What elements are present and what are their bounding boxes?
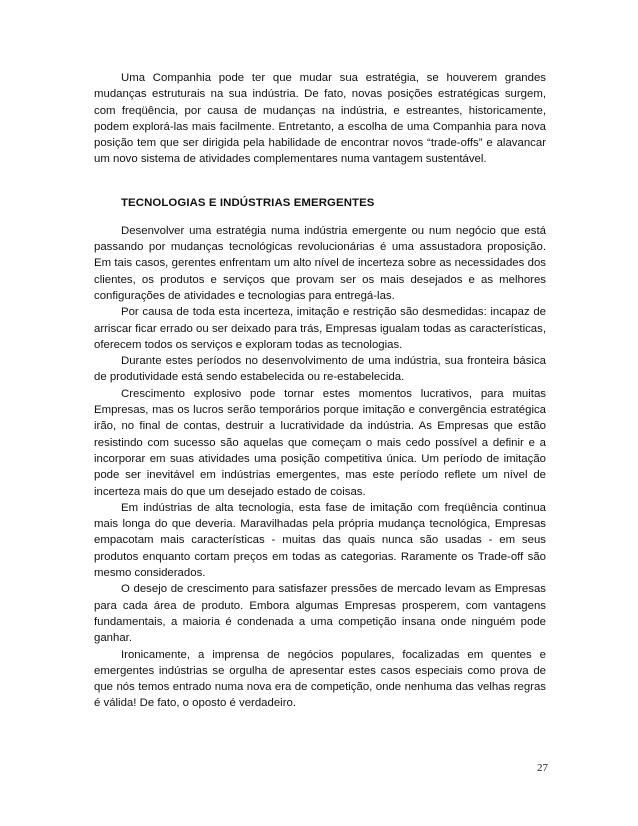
paragraph: Desenvolver uma estratégia numa indústria emergente ou num negócio que está passando por mudanças tecnológicas revolucionárias é uma assustadora proposição. Em tais casos, gerentes enfrentam um alto nível de incerteza sobre as necessidades dos clientes, os produtos e serviços que provam ser os mais desejados e as melhores configurações de atividades e tecnologias para entregá-las. <box>94 224 546 302</box>
paragraph: Ironicamente, a imprensa de negócios populares, focalizadas em quentes e emergentes indústrias se orgulha de apresentar estes casos especiais como prova de que nós temos entrado numa nova era de competição, onde nenhuma das velhas regras é válida! De fato, o oposto é verdadeiro. <box>94 648 546 710</box>
page-number: 27 <box>537 762 548 774</box>
paragraph: Durante estes períodos no desenvolvimento de uma indústria, sua fronteira básica de produtividade está sendo estabelecida ou re-estabelecida. <box>94 355 546 384</box>
section-heading: TECNOLOGIAS E INDÚSTRIAS EMERGENTES <box>121 196 375 209</box>
page-body <box>94 70 546 712</box>
paragraph: Por causa de toda esta incerteza, imitação e restrição são desmedidas: incapaz de arriscar ficar errado ou ser deixado para trás, Empresas igualam todas as características, oferecem todos os serviços e exploram todas as tecnologias. <box>94 306 546 351</box>
intro-paragraph: Uma Companhia pode ter que mudar sua estratégia, se houverem grandes mudanças estruturais na sua indústria. De fato, novas posições estratégicas surgem, com freqüência, por causa de mudanças na indústria, e estreantes, historicamente, podem explorá-las mais facilmente. Entretanto, a escolha de uma Companhia para nova posição tem que ser dirigida pela habilidade de encontrar novos “trade-offs” e alavancar um novo sistema de atividades complementares numa vantagem sustentável. <box>94 72 546 166</box>
paragraph: Em indústrias de alta tecnologia, esta fase de imitação com freqüência continua mais longa do que deveria. Maravilhadas pela própria mudança tecnológica, Empresas empacotam mais características - muitas das quais nunca são usadas - em seus produtos enquanto cortam preços em todas as categorias. Raramente os Trade-off são mesmo considerados. <box>94 501 546 580</box>
paragraph: O desejo de crescimento para satisfazer pressões de mercado levam as Empresas para cada área de produto. Embora algumas Empresas prosperem, com vantagens fundamentais, a maioria é condenada a uma competição insana onde ninguém pode ganhar. <box>94 583 546 645</box>
paragraph: Crescimento explosivo pode tornar estes momentos lucrativos, para muitas Empresas, mas os lucros serão temporários porque imitação e convergência estratégica irão, no final de contas, destruir a lucratividade da indústria. As Empresas que estão resistindo com sucesso são aquelas que começam o mais cedo possível a definir e a incorporar em suas atividades uma posição competitiva única. Um período de imitação pode ser inevitável em indústrias emergentes, mas este período reflete um nível de incerteza mais do que um desejado estado de coisas. <box>94 387 546 498</box>
